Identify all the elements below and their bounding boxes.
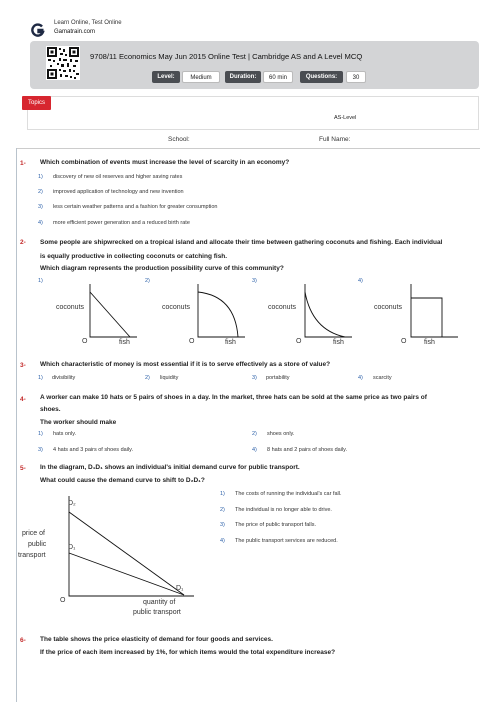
origin-label: O xyxy=(82,338,88,345)
axis-label: public transport xyxy=(133,609,181,616)
questions-label: Questions: xyxy=(300,71,343,83)
origin-label: O xyxy=(189,338,195,345)
question-text: What could cause the demand curve to shift to D₂D₁? xyxy=(40,477,205,484)
question-number: 3- xyxy=(20,362,26,369)
option-number[interactable]: 2) xyxy=(145,278,150,284)
axis-label: coconuts xyxy=(268,304,297,311)
question-text: A worker can make 10 hats or 5 pairs of shoes in a day. In the market, three hats can be sold at the same price as two pairs of xyxy=(40,394,427,401)
ppc-graph-4 xyxy=(406,282,466,342)
full-name-field-label: Full Name: xyxy=(319,136,351,143)
option-text[interactable]: The price of public transport falls. xyxy=(235,522,317,528)
question-number: 1- xyxy=(20,160,26,167)
axis-label: public xyxy=(28,541,47,548)
gamatrain-logo-icon xyxy=(31,23,45,37)
option-text[interactable]: discovery of new oil reserves and higher saving rates xyxy=(53,174,183,180)
question-number: 5- xyxy=(20,465,26,472)
option-number: 3) xyxy=(252,375,257,381)
question-text: Some people are shipwrecked on a tropical island and allocate their time between gathering coconuts and fishing. Each individual xyxy=(40,239,443,246)
question-text: In the diagram, D₁D₁ shows an individual's initial demand curve for public transport. xyxy=(40,464,300,471)
level-label: Level: xyxy=(152,71,180,83)
origin-label: O xyxy=(401,338,407,345)
topic-value: AS-Level xyxy=(334,115,357,121)
option-text[interactable]: 8 hats and 2 pairs of shoes daily. xyxy=(267,447,348,453)
question-number: 6- xyxy=(20,637,26,644)
question-text: Which characteristic of money is most essential if it is to serve effectively as a store of value? xyxy=(40,361,331,368)
question-text: The worker should make xyxy=(40,419,117,426)
topics-box xyxy=(27,96,479,130)
option-number[interactable]: 4) xyxy=(358,278,363,284)
option-number: 3) xyxy=(38,204,43,210)
option-number: 2) xyxy=(38,189,43,195)
option-text[interactable]: 4 hats and 3 pairs of shoes daily. xyxy=(53,447,134,453)
axis-label: fish xyxy=(424,339,435,346)
questions-value: 30 xyxy=(346,71,366,83)
duration-value: 60 min xyxy=(263,71,293,83)
origin-label: O xyxy=(60,597,66,604)
question-text: Which combination of events must increase the level of scarcity in an economy? xyxy=(40,159,290,166)
left-margin-line xyxy=(16,148,17,702)
option-number[interactable]: 1) xyxy=(38,278,43,284)
axis-label: coconuts xyxy=(162,304,191,311)
axis-label: fish xyxy=(225,339,236,346)
option-number: 3) xyxy=(38,447,43,453)
axis-label: coconuts xyxy=(374,304,403,311)
option-text[interactable]: hats only. xyxy=(53,431,77,437)
option-text[interactable]: liquidity xyxy=(160,375,179,381)
axis-label: quantity of xyxy=(143,599,176,606)
brand-tagline: Learn Online, Test Online xyxy=(54,20,122,26)
ppc-graph-2 xyxy=(193,282,253,342)
question-number: 2- xyxy=(20,239,26,246)
axis-label: fish xyxy=(333,339,344,346)
demand-label-d1: D₁ xyxy=(176,585,184,592)
origin-label: O xyxy=(296,338,302,345)
option-number[interactable]: 3) xyxy=(252,278,257,284)
question-text: If the price of each item increased by 1%, for which items would the total expenditure increase? xyxy=(40,649,336,656)
option-number: 1) xyxy=(220,491,225,497)
level-value: Medium xyxy=(182,71,220,83)
option-number: 1) xyxy=(38,174,43,180)
axis-label: price of xyxy=(22,530,45,537)
question-text: shoes. xyxy=(40,406,61,413)
option-number: 2) xyxy=(220,507,225,513)
question-text: The table shows the price elasticity of demand for four goods and services. xyxy=(40,636,273,643)
option-text[interactable]: divisibility xyxy=(52,375,76,381)
duration-label: Duration: xyxy=(225,71,261,83)
option-text[interactable]: The individual is no longer able to drive. xyxy=(235,507,332,513)
option-number: 3) xyxy=(220,522,225,528)
option-number: 4) xyxy=(220,538,225,544)
axis-label: fish xyxy=(119,339,130,346)
option-text[interactable]: The costs of running the individual's car fall. xyxy=(235,491,342,497)
axis-label: transport xyxy=(18,552,46,559)
option-number: 2) xyxy=(252,431,257,437)
option-number: 4) xyxy=(38,220,43,226)
question-text: is equally productive in collecting coconuts or catching fish. xyxy=(40,253,228,260)
option-text[interactable]: improved application of technology and new invention xyxy=(53,189,184,195)
divider xyxy=(16,148,480,149)
ppc-graph-3 xyxy=(300,282,360,342)
option-number: 4) xyxy=(358,375,363,381)
page-title: 9708/11 Economics May Jun 2015 Online Test | Cambridge AS and A Level MCQ xyxy=(90,52,363,61)
demand-label-d1: D₁ xyxy=(68,544,76,551)
qr-code-icon xyxy=(46,46,80,80)
option-number: 2) xyxy=(145,375,150,381)
option-text[interactable]: shoes only. xyxy=(267,431,295,437)
ppc-graph-1 xyxy=(85,282,145,342)
option-number: 4) xyxy=(252,447,257,453)
option-number: 1) xyxy=(38,375,43,381)
option-text[interactable]: less certain weather patterns and a fashion for greater consumption xyxy=(53,204,218,210)
option-number: 1) xyxy=(38,431,43,437)
school-field-label: School: xyxy=(168,136,190,143)
option-text[interactable]: more efficient power generation and a reduced birth rate xyxy=(53,220,190,226)
axis-label: coconuts xyxy=(56,304,85,311)
topics-tag: Topics xyxy=(22,96,51,110)
option-text[interactable]: portability xyxy=(266,375,290,381)
demand-label-d2: D₂ xyxy=(68,500,76,507)
brand-site[interactable]: Gamatrain.com xyxy=(54,29,96,35)
question-number: 4- xyxy=(20,396,26,403)
option-text[interactable]: scarcity xyxy=(373,375,392,381)
question-text: Which diagram represents the production possibility curve of this community? xyxy=(40,265,284,272)
option-text[interactable]: The public transport services are reduced. xyxy=(235,538,338,544)
